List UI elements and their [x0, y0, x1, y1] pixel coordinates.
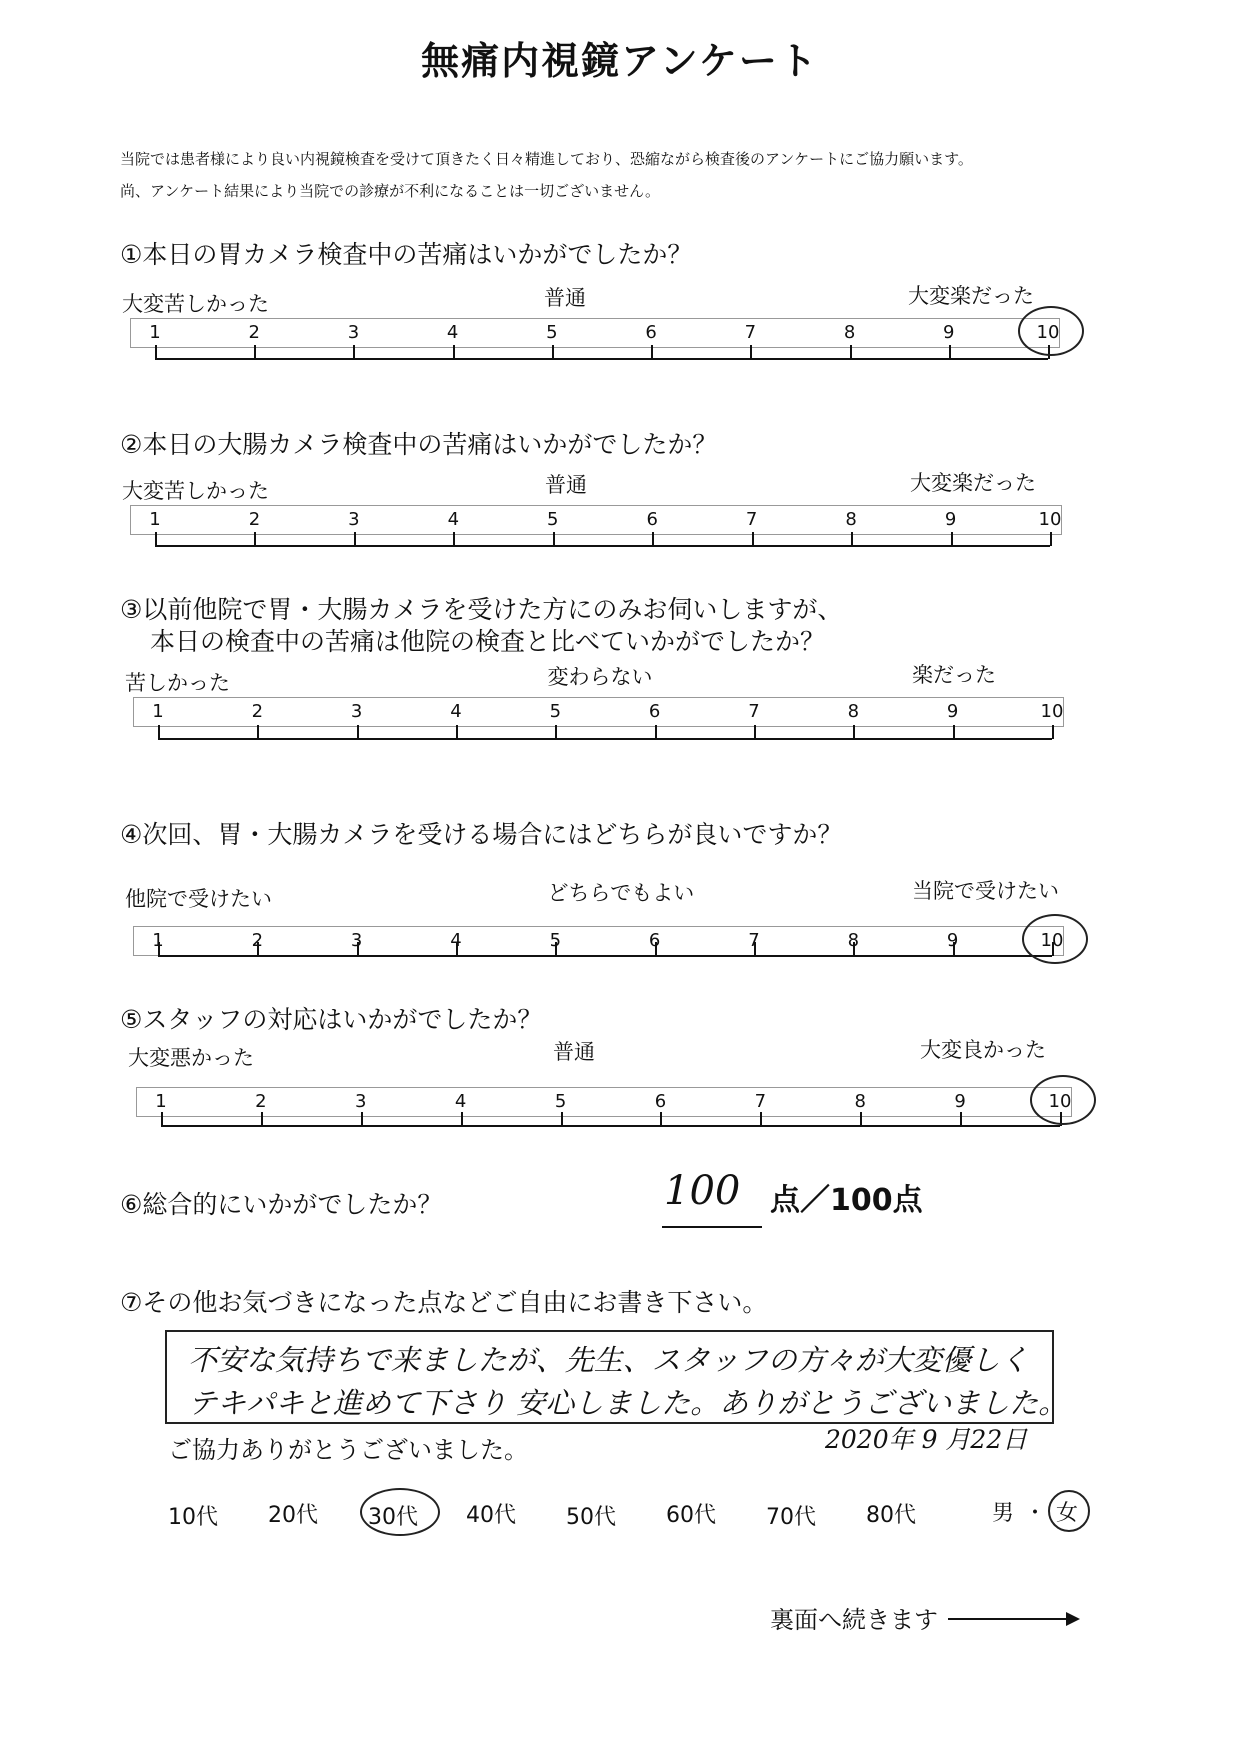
comment-line-1: 不安な気持ちで来ましたが、先生、スタッフの方々が大変優しく: [188, 1343, 1029, 1377]
q2-tick: [851, 532, 853, 546]
q3-tick: [1052, 725, 1054, 739]
q3-tick: [357, 725, 359, 739]
q3-option-2[interactable]: 2: [251, 701, 264, 722]
q2-option-6[interactable]: 6: [646, 509, 658, 530]
q4-selection-circle: [1022, 914, 1088, 964]
q3-tick: [456, 725, 458, 739]
q1-option-6[interactable]: 6: [645, 322, 657, 343]
q4-option-5[interactable]: 5: [549, 930, 562, 951]
q1-option-3[interactable]: 3: [347, 322, 360, 343]
q1-tick: [552, 345, 554, 359]
continue-arrow-icon: [1066, 1612, 1080, 1626]
q3-option-9[interactable]: 9: [946, 701, 959, 722]
q5-scale-box: [136, 1087, 1072, 1117]
q3-tick: [655, 725, 657, 739]
q5-option-6[interactable]: 6: [654, 1091, 667, 1112]
q3-option-10[interactable]: 10: [1040, 701, 1064, 722]
q4-option-4[interactable]: 4: [450, 930, 462, 951]
q2-option-4[interactable]: 4: [447, 509, 460, 530]
q2-option-10[interactable]: 10: [1038, 509, 1062, 530]
q5-option-8[interactable]: 8: [854, 1091, 866, 1112]
q4-option-10[interactable]: 10: [1040, 930, 1064, 951]
q3-tick: [953, 725, 955, 739]
q5-option-10[interactable]: 10: [1048, 1091, 1072, 1112]
q6-text: ⑥総合的にいかがでしたか？: [120, 1190, 443, 1219]
q4-scale-box: [133, 926, 1064, 956]
q4-mid-label: どちらでもよい: [547, 881, 695, 905]
gender-selection-circle: [1048, 1490, 1090, 1532]
q3-option-5[interactable]: 5: [549, 701, 562, 722]
q1-tick: [453, 345, 455, 359]
q2-option-5[interactable]: 5: [547, 509, 559, 530]
q5-tick: [461, 1112, 463, 1126]
q2-option-2[interactable]: 2: [248, 509, 261, 530]
age-option-3[interactable]: 40代: [466, 1503, 516, 1528]
q3-tick: [158, 725, 160, 739]
q3-left-label: 苦しかった: [125, 671, 230, 695]
q1-option-10[interactable]: 10: [1036, 322, 1060, 343]
q2-tick: [951, 532, 953, 546]
q3-tick: [555, 725, 557, 739]
q4-option-2[interactable]: 2: [251, 930, 264, 951]
q5-tick: [161, 1112, 163, 1126]
q1-selection-circle: [1018, 306, 1084, 356]
q3-mid-label: 変わらない: [547, 665, 653, 689]
q2-mid-label: 普通: [545, 473, 587, 497]
age-selection-circle: [360, 1488, 440, 1536]
gender-separator: ・: [1024, 1501, 1047, 1526]
q1-option-2[interactable]: 2: [248, 322, 260, 343]
q3-option-4[interactable]: 4: [450, 701, 462, 722]
gender-male[interactable]: 男: [992, 1501, 1015, 1526]
q5-option-3[interactable]: 3: [355, 1091, 367, 1112]
q5-tick: [860, 1112, 862, 1126]
q3-scale-box: [133, 697, 1064, 727]
q5-right-label: 大変良かった: [920, 1038, 1046, 1062]
q4-option-3[interactable]: 3: [350, 930, 363, 951]
q1-scale-line: [155, 358, 1048, 360]
q2-tick: [752, 532, 754, 546]
q2-text: ②本日の大腸カメラ検査中の苦痛はいかがでしたか？: [120, 430, 718, 459]
q5-option-7[interactable]: 7: [754, 1091, 767, 1112]
q3-option-1[interactable]: 1: [152, 701, 164, 722]
q3-text-2: 本日の検査中の苦痛は他院の検査と比べていかがでしたか？: [150, 627, 826, 656]
q2-option-7[interactable]: 7: [745, 509, 758, 530]
q1-right-label: 大変楽だった: [908, 284, 1034, 308]
q2-option-8[interactable]: 8: [845, 509, 857, 530]
q3-option-6[interactable]: 6: [648, 701, 661, 722]
q2-tick: [254, 532, 256, 546]
q1-tick: [850, 345, 852, 359]
q1-tick: [353, 345, 355, 359]
q4-right-label: 当院で受けたい: [912, 879, 1059, 903]
q2-option-1[interactable]: 1: [149, 509, 161, 530]
continue-arrow-line: [948, 1618, 1068, 1620]
q3-scale-line: [158, 738, 1052, 740]
q4-option-9[interactable]: 9: [946, 930, 959, 951]
q4-option-8[interactable]: 8: [847, 930, 860, 951]
q3-option-7[interactable]: 7: [748, 701, 760, 722]
intro-line-1: 当院では患者様により良い内視鏡検査を受けて頂きたく日々精進しており、恐縮ながら検査後のアンケートにご協力願います。: [120, 150, 973, 168]
q5-option-9[interactable]: 9: [954, 1091, 966, 1112]
q2-option-9[interactable]: 9: [944, 509, 957, 530]
q5-tick: [561, 1112, 563, 1126]
q1-mid-label: 普通: [544, 286, 586, 310]
q5-tick: [660, 1112, 662, 1126]
date: 2020年 9 月22日: [825, 1425, 1028, 1454]
q1-option-5[interactable]: 5: [546, 322, 558, 343]
age-option-2[interactable]: 30代: [368, 1505, 418, 1530]
q5-tick: [361, 1112, 363, 1126]
q1-tick: [254, 345, 256, 359]
q5-left-label: 大変悪かった: [128, 1046, 254, 1070]
q7-text: ⑦その他お気づきになった点などご自由にお書き下さい。: [120, 1288, 768, 1317]
q5-option-1[interactable]: 1: [155, 1091, 167, 1112]
q3-text: ③以前他院で胃・大腸カメラを受けた方にのみお伺いしますが、: [120, 595, 843, 624]
q2-tick: [652, 532, 654, 546]
q3-tick: [754, 725, 756, 739]
q6-answer-underline: [662, 1226, 762, 1228]
q1-option-8[interactable]: 8: [843, 322, 856, 343]
q5-tick: [960, 1112, 962, 1126]
age-option-0[interactable]: 10代: [168, 1505, 218, 1530]
q3-right-label: 楽だった: [912, 663, 996, 687]
q1-tick: [750, 345, 752, 359]
q2-option-3[interactable]: 3: [348, 509, 360, 530]
q5-tick: [760, 1112, 762, 1126]
q1-option-9[interactable]: 9: [943, 322, 955, 343]
q6-answer: 100: [664, 1168, 741, 1214]
intro-line-2: 尚、アンケート結果により当院での診療が不利になることは一切ございません。: [120, 182, 661, 200]
q1-scale-box: [130, 318, 1060, 348]
q1-option-4[interactable]: 4: [446, 322, 459, 343]
q4-scale-line: [158, 955, 1052, 957]
q5-text: ⑤スタッフの対応はいかがでしたか？: [120, 1005, 543, 1034]
q1-left-label: 大変苦しかった: [122, 292, 269, 316]
q1-text: ①本日の胃カメラ検査中の苦痛はいかがでしたか？: [120, 240, 693, 269]
q2-left-label: 大変苦しかった: [122, 479, 269, 503]
continue-text: 裏面へ続きます: [770, 1606, 938, 1634]
q5-option-2[interactable]: 2: [255, 1091, 267, 1112]
age-option-4[interactable]: 50代: [566, 1505, 616, 1530]
q6-suffix: 点／100点: [770, 1183, 923, 1218]
age-option-7[interactable]: 80代: [866, 1503, 916, 1528]
q3-tick: [853, 725, 855, 739]
q2-right-label: 大変楽だった: [910, 471, 1036, 495]
q2-tick: [553, 532, 555, 546]
q1-option-1[interactable]: 1: [149, 322, 161, 343]
q2-scale-line: [155, 545, 1050, 547]
age-option-1[interactable]: 20代: [268, 1503, 318, 1528]
q3-tick: [257, 725, 259, 739]
q1-tick: [155, 345, 157, 359]
age-option-6[interactable]: 70代: [766, 1505, 816, 1530]
thanks-text: ご協力ありがとうございました。: [168, 1436, 528, 1464]
q1-tick: [949, 345, 951, 359]
q3-option-3[interactable]: 3: [350, 701, 363, 722]
q2-tick: [354, 532, 356, 546]
q1-tick: [651, 345, 653, 359]
q2-tick: [155, 532, 157, 546]
gender-female[interactable]: 女: [1056, 1501, 1079, 1526]
q4-text: ④次回、胃・大腸カメラを受ける場合にはどちらが良いですか？: [120, 820, 843, 849]
q3-option-8[interactable]: 8: [847, 701, 860, 722]
q2-tick: [453, 532, 455, 546]
q5-tick: [261, 1112, 263, 1126]
q4-option-6[interactable]: 6: [648, 930, 661, 951]
q2-scale-box: [130, 505, 1062, 535]
q4-left-label: 他院で受けたい: [125, 887, 272, 911]
q5-option-5[interactable]: 5: [554, 1091, 567, 1112]
q2-tick: [1050, 532, 1052, 546]
q4-option-1[interactable]: 1: [152, 930, 164, 951]
q4-option-7[interactable]: 7: [748, 930, 760, 951]
comment-line-2: テキパキと進めて下さり 安心しました。ありがとうございました。: [188, 1386, 1068, 1420]
q5-option-4[interactable]: 4: [454, 1091, 467, 1112]
age-option-5[interactable]: 60代: [666, 1503, 716, 1528]
q1-option-7[interactable]: 7: [744, 322, 757, 343]
q5-mid-label: 普通: [553, 1040, 595, 1064]
page-title: 無痛内視鏡アンケート: [421, 39, 819, 83]
q5-scale-line: [161, 1125, 1060, 1127]
q5-selection-circle: [1030, 1075, 1096, 1125]
